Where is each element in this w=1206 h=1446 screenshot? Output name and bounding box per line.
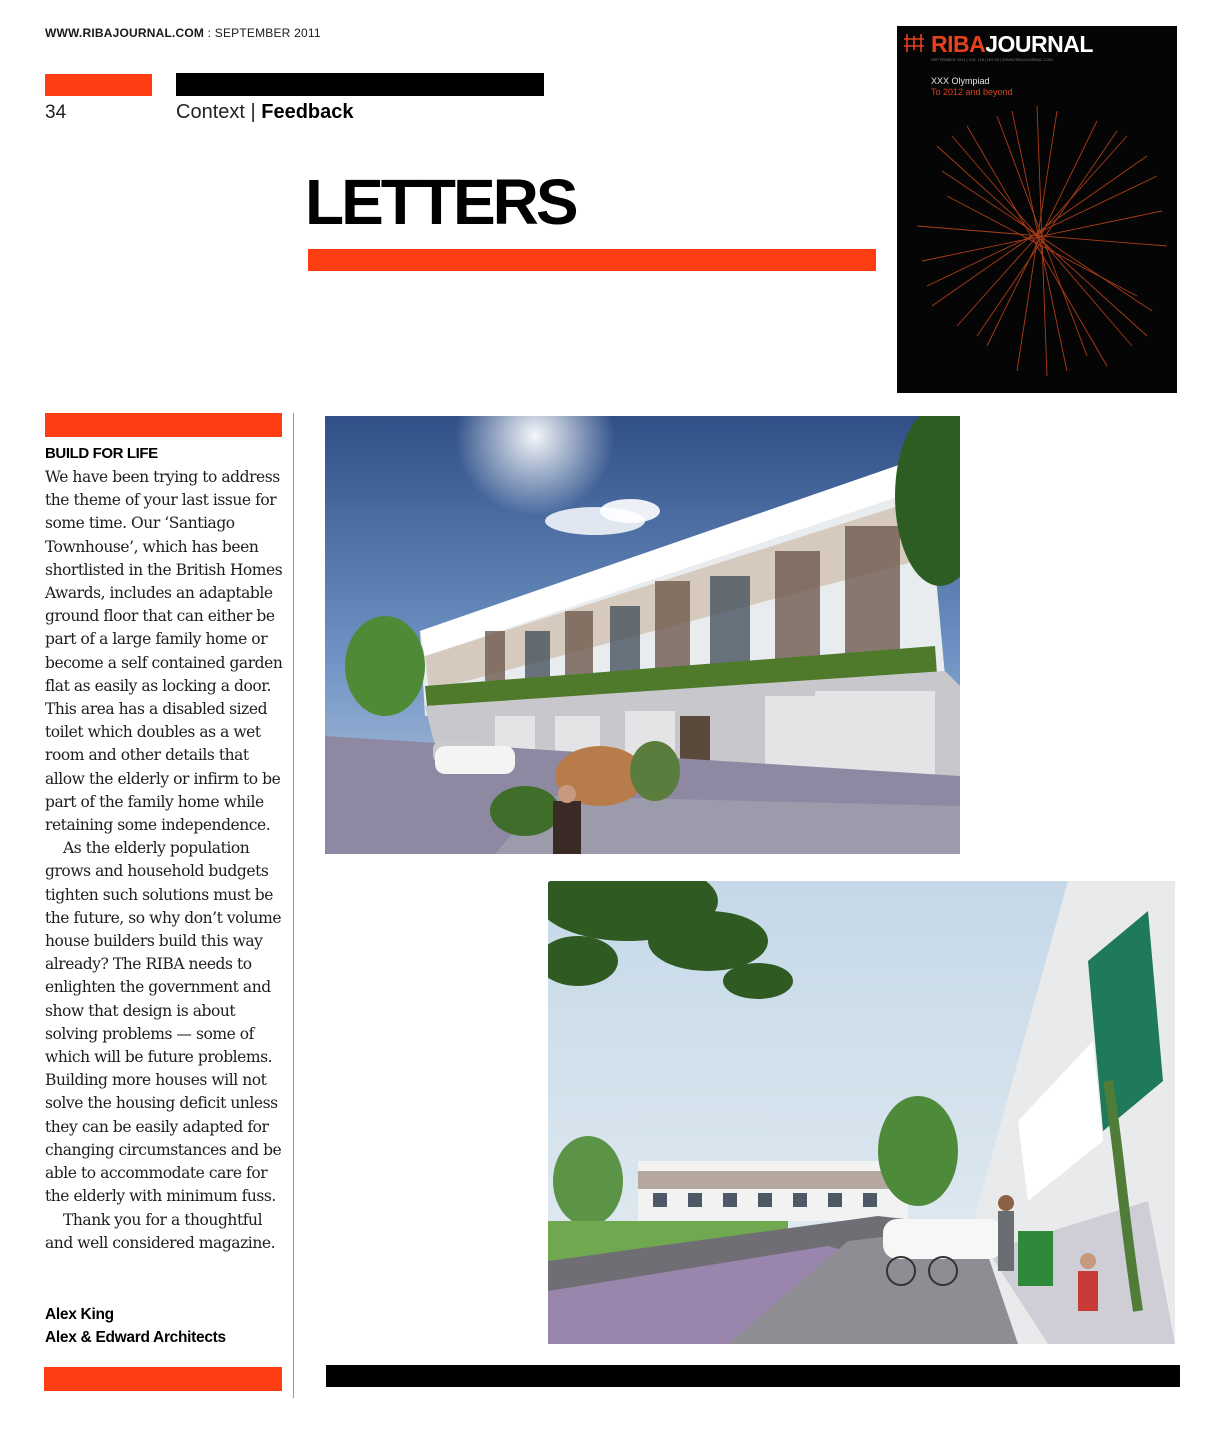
section-divider: |	[244, 101, 262, 123]
riba-logo-icon	[903, 32, 925, 54]
page-number: 34	[45, 102, 67, 123]
letter-firm: Alex & Edward Architects	[45, 1329, 226, 1346]
cover-tagline: To 2012 and beyond	[931, 87, 1013, 97]
cover-brand	[931, 31, 1093, 58]
site-header	[45, 26, 321, 40]
page-number-bar	[45, 74, 152, 96]
header-separator: :	[204, 26, 215, 40]
column-top-bar	[45, 413, 282, 437]
letter-body	[45, 466, 289, 1255]
section-bar	[176, 73, 544, 96]
magazine-cover	[897, 26, 1177, 393]
cover-subtitle: XXX Olympiad	[931, 76, 990, 86]
issue-date: SEPTEMBER 2011	[214, 26, 321, 40]
letter-paragraph: As the elderly population grows and household budgets tighten such solutions must be the future, so why don’t volume house builders build this way already? The RIBA needs to enlighten the government and show that design is about solving problems — some of which will be future problems. Building more houses will not solve the housing deficit unless they can be easily adapted for changing circumstances and be able to accommodate care for the elderly with minimum fuss.	[45, 839, 282, 1206]
letter-author: Alex King	[45, 1306, 114, 1323]
column-bottom-bar	[44, 1367, 282, 1391]
section-current: Feedback	[261, 101, 354, 123]
letter-paragraph: Thank you for a thoughtful and well considered magazine.	[45, 1210, 276, 1252]
site-url: WWW.RIBAJOURNAL.COM	[45, 26, 205, 40]
section-label	[176, 101, 354, 124]
column-divider	[293, 413, 294, 1398]
letter-paragraph: We have been trying to address the theme of your last issue for some time. Our ‘Santiago Townhouse’, which has been shortlisted in the British Homes Awards, includes an adaptable ground floor that can either be part of a large family home or become a self contained garden flat as easily as locking a door. This area has a disabled sized toilet which doubles as a wet room and other details that allow the elderly or infirm to be part of the family home while retaining some independence.	[45, 468, 283, 835]
bottom-bar	[326, 1365, 1180, 1387]
section-context: Context	[176, 101, 245, 123]
page-title: LETTERS	[305, 166, 576, 238]
cover-fine-print: SEPTEMBER 2011 | VOL 118 | NO 09 | WWW.RIBAJOURNAL.COM	[931, 57, 1053, 62]
letter-heading: BUILD FOR LIFE	[45, 445, 158, 462]
cover-brand-journal: JOURNAL	[985, 31, 1093, 57]
townhouse-rendering-courtyard	[548, 881, 1175, 1344]
title-underline-bar	[308, 249, 876, 271]
cover-brand-riba: RIBA	[931, 31, 986, 57]
townhouse-rendering-street	[325, 416, 960, 854]
